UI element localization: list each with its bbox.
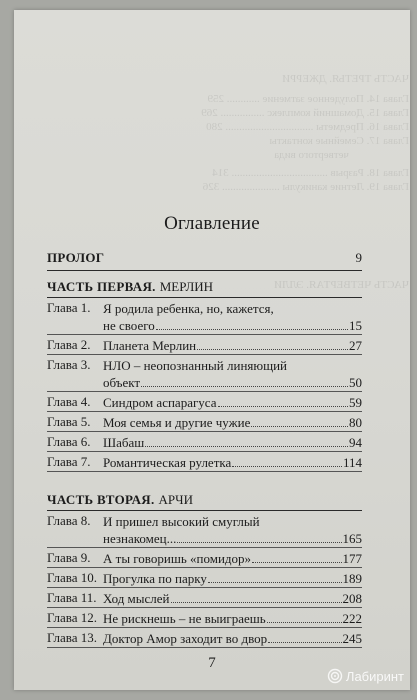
- chapter-title-line: Прогулка по парку: [103, 571, 207, 586]
- chapter-title-line: А ты говоришь «помидор»: [103, 551, 252, 566]
- toc-entry[interactable]: [47, 548, 362, 568]
- chapter-title-line: Синдром аспарагуса: [103, 395, 217, 410]
- chapter-title-line: не своего: [103, 318, 155, 333]
- toc-part: [47, 492, 362, 648]
- part-subtitle: МЕРЛИН: [159, 279, 214, 294]
- chapter-title-line: Я родила ребенка, но, кажется,: [103, 301, 274, 316]
- bleed-through-text-2: ЧАСТЬ ЧЕТВЕРТАЯ. ЭЛЛИ: [274, 279, 409, 291]
- chapter-label: Глава 4.: [47, 394, 91, 409]
- toc-part-heading[interactable]: [47, 492, 362, 511]
- chapter-title-line: НЛО – неопознанный линяющий: [103, 358, 288, 373]
- toc-entry[interactable]: [47, 628, 362, 648]
- chapter-page: 245: [342, 631, 362, 646]
- chapter-label: Глава 2.: [47, 337, 91, 352]
- toc-entry[interactable]: [47, 568, 362, 588]
- chapter-page: 189: [342, 571, 362, 586]
- dot-leader: [171, 602, 342, 603]
- toc-part-heading[interactable]: [47, 279, 362, 298]
- chapter-page: 94: [349, 435, 362, 450]
- chapter-title-line: Планета Мерлин: [103, 338, 197, 353]
- toc-entry[interactable]: [47, 608, 362, 628]
- chapter-title-line: Доктор Амор заходит во двор: [103, 631, 268, 646]
- toc-entry[interactable]: [47, 298, 362, 335]
- toc-entry[interactable]: [47, 511, 362, 548]
- dot-leader: [177, 542, 341, 543]
- chapter-page: 222: [342, 611, 362, 626]
- chapter-title-line: объект: [103, 375, 141, 390]
- chapter-label: Глава 9.: [47, 550, 91, 565]
- chapter-title-line: Моя семья и другие чужие: [103, 415, 251, 430]
- chapter-title-line: Ход мыслей: [103, 591, 170, 606]
- dot-leader: [251, 426, 348, 427]
- chapter-label: Глава 10.: [47, 570, 98, 585]
- chapter-label: Глава 7.: [47, 454, 91, 469]
- chapter-label: Глава 11.: [47, 590, 97, 605]
- page-number: 7: [208, 655, 216, 671]
- table-of-contents: [47, 250, 362, 648]
- page-title: Оглавление: [164, 213, 260, 234]
- dot-leader: [208, 582, 342, 583]
- chapter-label: Глава 8.: [47, 513, 91, 528]
- chapter-page: 177: [342, 551, 362, 566]
- dot-leader: [156, 329, 348, 330]
- chapter-title-line: Не рискнешь – не выиграешь: [103, 611, 266, 626]
- prolog-page: 9: [355, 250, 362, 265]
- toc-entry[interactable]: [47, 452, 362, 472]
- prolog-label: ПРОЛОГ: [47, 250, 105, 265]
- dot-leader: [268, 642, 341, 643]
- toc-entry[interactable]: [47, 432, 362, 452]
- chapter-page: 50: [349, 375, 362, 390]
- toc-part: [47, 279, 362, 472]
- chapter-page: 114: [342, 455, 362, 470]
- part-subtitle: АРЧИ: [158, 492, 193, 507]
- dot-leader: [218, 406, 349, 407]
- chapter-title-line: Романтическая рулетка: [103, 455, 232, 470]
- watermark-logo: [327, 668, 404, 684]
- watermark-text: Лабиринт: [345, 668, 404, 684]
- book-page: [14, 10, 410, 690]
- chapter-title-line: И пришел высокий смуглый: [103, 514, 260, 529]
- part-name: ЧАСТЬ ВТОРАЯ.: [47, 492, 155, 507]
- chapter-page: 165: [342, 531, 362, 546]
- toc-entry[interactable]: [47, 392, 362, 412]
- toc-entry[interactable]: [47, 355, 362, 392]
- toc-entry[interactable]: [47, 335, 362, 355]
- chapter-page: 80: [349, 415, 362, 430]
- toc-prolog[interactable]: [47, 250, 362, 271]
- chapter-page: 208: [342, 591, 362, 606]
- chapter-label: Глава 12.: [47, 610, 98, 625]
- chapter-title-line: Шабаш: [103, 435, 145, 450]
- chapter-label: Глава 13.: [47, 630, 98, 645]
- dot-leader: [141, 386, 348, 387]
- chapter-page: 15: [349, 318, 362, 333]
- part-name: ЧАСТЬ ПЕРВАЯ.: [47, 279, 156, 294]
- labyrinth-logo-icon: [327, 668, 343, 684]
- bleed-through-text: ЧАСТЬ ТРЕТЬЯ. ДЖЕРРИ Глава 14. Полуденное затмение ............ 259 Глава 15. Домашний комплекс ................ 269 Глава 16. Предметы ................................ 280 Глава 17. Семейные контакты четвертого вида Глава 18. Разрыв ................................... 314 Глава 19. Летние каникулы ..................... 326: [201, 73, 409, 193]
- toc-entry[interactable]: [47, 588, 362, 608]
- toc-entry[interactable]: [47, 412, 362, 432]
- chapter-label: Глава 5.: [47, 414, 91, 429]
- chapter-title-line: незнакомец...: [103, 531, 177, 546]
- chapter-page: 27: [349, 338, 362, 353]
- dot-leader: [252, 562, 341, 563]
- dot-leader: [197, 349, 348, 350]
- dot-leader: [145, 446, 348, 447]
- toc-parts: [47, 279, 362, 648]
- dot-leader: [267, 622, 342, 623]
- chapter-label: Глава 1.: [47, 300, 91, 315]
- dot-leader: [232, 466, 342, 467]
- chapter-label: Глава 3.: [47, 357, 91, 372]
- chapter-page: 59: [349, 395, 362, 410]
- chapter-label: Глава 6.: [47, 434, 91, 449]
